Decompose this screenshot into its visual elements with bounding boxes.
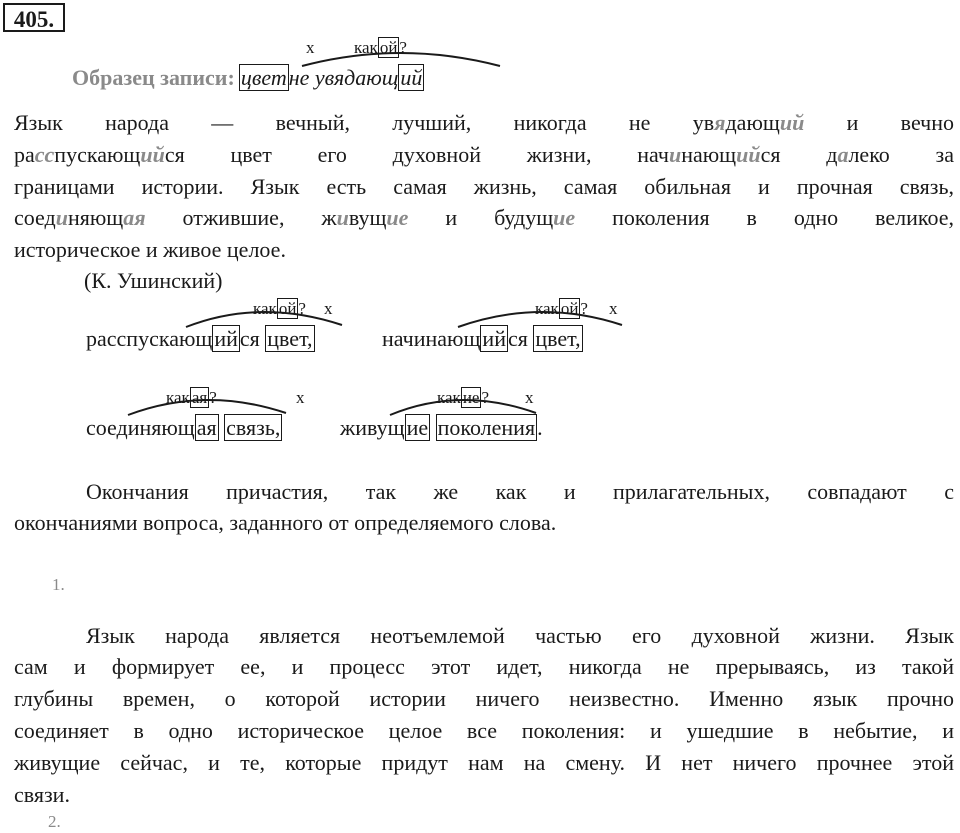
- highlight-letter: а: [837, 142, 849, 167]
- sample-noun: цвет: [240, 65, 287, 90]
- conclusion-line2: окончаниями вопроса, заданного от определяемого слова.: [14, 510, 557, 535]
- participle-stem: соединяющ: [86, 415, 195, 440]
- highlight-ending: ий: [736, 142, 761, 167]
- highlight-ending: ие: [386, 205, 409, 230]
- participle-stem: живущ: [340, 415, 405, 440]
- paragraph2-line1: Язык народа является неотъемлемой частью его духовной жизни. Язык: [86, 623, 954, 648]
- text-segment: соед: [14, 205, 56, 230]
- question-stem: как: [437, 388, 461, 407]
- question-mark: ?: [298, 299, 306, 318]
- ex4-mark-x: х: [525, 388, 534, 407]
- sample-question-mark: ?: [399, 38, 407, 57]
- ex1-phrase: [86, 324, 315, 354]
- text-segment: и будущ: [408, 205, 554, 230]
- noun: цвет,: [535, 326, 581, 351]
- text-segment: ра: [14, 142, 35, 167]
- question-ending: ие: [462, 388, 480, 407]
- text-segment: няющ: [67, 205, 124, 230]
- highlight-letter: и: [668, 142, 682, 167]
- sample-question-stem: как: [354, 38, 378, 57]
- paragraph2-line3: глубины времен, о которой истории ничего неизвестно. Именно язык прочно: [14, 686, 954, 711]
- sample-participle-ending: ий: [400, 65, 423, 90]
- participle-ending: ий: [214, 326, 238, 351]
- text-segment: нающ: [681, 142, 737, 167]
- question-ending: ой: [278, 299, 297, 318]
- text-segment: ся д: [760, 142, 838, 167]
- sample-label: Образец записи:: [72, 65, 235, 90]
- part1-label: 1.: [52, 575, 65, 594]
- question-mark: ?: [481, 388, 490, 407]
- ex4-question: [437, 388, 489, 408]
- question-stem: как: [535, 299, 559, 318]
- participle-ending: ий: [482, 326, 506, 351]
- sample-mark-x: х: [306, 38, 315, 57]
- paragraph2-line2: сам и формирует ее, и процесс этот идет, никогда не прерываясь, из такой: [14, 654, 954, 679]
- text-segment: поколения в одно великое,: [575, 205, 954, 230]
- highlight-letter: сс: [34, 142, 55, 167]
- ex1-mark-x: х: [324, 299, 333, 318]
- period: .: [537, 415, 543, 440]
- highlight-ending: ая: [123, 205, 146, 230]
- text-segment: леко за: [848, 142, 954, 167]
- ex3-mark-x: х: [296, 388, 305, 407]
- question-stem: как: [253, 299, 277, 318]
- participle-ending: ая: [196, 415, 217, 440]
- ex3-phrase: [86, 413, 282, 443]
- ex2-phrase: [382, 324, 583, 354]
- participle-stem: начинающ: [382, 326, 481, 351]
- paragraph1-line5: историческое и живое целое.: [14, 237, 286, 262]
- exercise-number: 405.: [3, 3, 65, 32]
- highlight-letter: я: [714, 110, 726, 135]
- text-segment: пускающ: [54, 142, 141, 167]
- sample-question-ending: ой: [379, 38, 398, 57]
- highlight-ending: ий: [140, 142, 165, 167]
- conclusion-line1: Окончания причастия, так же как и прилагательных, совпадают с: [86, 479, 954, 504]
- ex4-phrase: [340, 413, 543, 443]
- text-segment: Язык народа — вечный, лучший, никогда не ув: [14, 110, 715, 135]
- participle-suffix: ся: [239, 326, 260, 351]
- highlight-letter: и: [336, 205, 349, 230]
- participle-ending: ие: [406, 415, 429, 440]
- paragraph2-line4: соединяет в одно историческое целое все поколения: и ушедшие в небытие, и: [14, 718, 954, 743]
- paragraph2-line6: связи.: [14, 782, 70, 807]
- sample-participle-stem: не увядающ: [288, 65, 399, 90]
- question-stem: как: [166, 388, 190, 407]
- paragraph1-line3: границами истории. Язык есть самая жизнь, самая обильная и прочная связь,: [14, 174, 954, 199]
- text-segment: вущ: [348, 205, 387, 230]
- highlight-ending: ий: [779, 110, 805, 135]
- text-segment: ся цвет его духовной жизни, нач: [164, 142, 669, 167]
- question-mark: ?: [209, 388, 217, 407]
- text-segment: отжившие, ж: [145, 205, 337, 230]
- question-ending: ая: [191, 388, 208, 407]
- text-segment: дающ: [725, 110, 780, 135]
- question-ending: ой: [560, 299, 579, 318]
- paragraph1-author: (К. Ушинский): [84, 268, 223, 293]
- ex2-mark-x: х: [609, 299, 618, 318]
- noun: поколения: [437, 415, 536, 440]
- part2-label: 2.: [48, 812, 61, 831]
- paragraph2-line5: живущие сейчас, и те, которые придут нам на смену. И нет ничего прочнее этой: [14, 750, 954, 775]
- highlight-ending: ие: [553, 205, 576, 230]
- highlight-letter: и: [55, 205, 68, 230]
- ex1-question: [253, 299, 306, 319]
- text-segment: и вечно: [804, 110, 955, 135]
- noun: цвет,: [267, 326, 313, 351]
- participle-suffix: ся: [507, 326, 528, 351]
- ex3-question: [166, 388, 217, 408]
- noun: связь,: [226, 415, 281, 440]
- participle-stem: расспускающ: [86, 326, 213, 351]
- ex2-question: [535, 299, 588, 319]
- question-mark: ?: [580, 299, 588, 318]
